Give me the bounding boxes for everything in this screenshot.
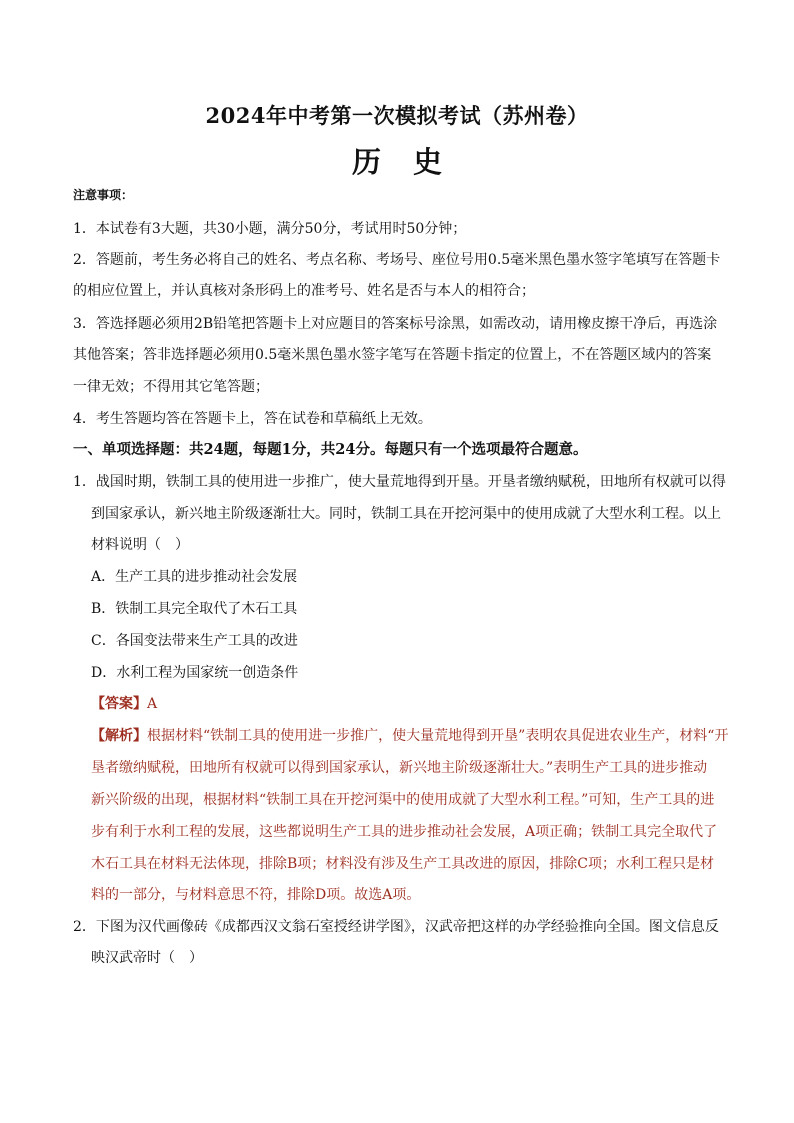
question-1-line: 1．战国时期，铁制工具的使用进一步推广，使大量荒地得到开垦。开垦者缴纳赋税，田地所有权就可以得 — [73, 474, 726, 490]
notice-line: 3．答选择题必须用2B铅笔把答题卡上对应题目的答案标号涂黑，如需改动，请用橡皮擦干净后，再选涂 — [73, 316, 718, 332]
option-d: D．水利工程为国家统一创造条件 — [91, 665, 299, 681]
exam-title: 2024年中考第一次模拟考试（苏州卷） — [205, 103, 589, 128]
option-a: A．生产工具的进步推动社会发展 — [91, 569, 298, 585]
answer-value: A — [147, 696, 158, 712]
notice-heading: 注意事项： — [73, 188, 134, 202]
answer-line — [91, 694, 157, 714]
analysis-line: 步有利于水利工程的发展，这些都说明生产工具的进步推动社会发展，A项正确；铁制工具完全取代了 — [91, 824, 718, 840]
notice-line: 其他答案；答非选择题必须用0.5毫米黑色墨水签字笔写在答题卡指定的位置上，不在答题区域内的答案 — [73, 347, 712, 363]
question-2-line: 映汉武帝时（ ） — [91, 950, 203, 966]
option-c: C．各国变法带来生产工具的改进 — [91, 633, 298, 649]
question-1-line: 材料说明（ ） — [91, 537, 189, 553]
notice-line: 一律无效；不得用其它笔答题； — [73, 379, 269, 395]
analysis-line: 新兴阶级的出现，根据材料“铁制工具在开挖河渠中的使用成就了大型水利工程。”可知，生产工具的进 — [91, 792, 715, 808]
analysis-text: 根据材料“铁制工具的使用进一步推广，使大量荒地得到开垦”表明农具促进农业生产，材料“开 — [147, 728, 729, 744]
notice-line: 2．答题前，考生务必将自己的姓名、考点名称、考场号、座位号用0.5毫米黑色墨水签字笔填写在答题卡 — [73, 252, 721, 268]
answer-tag: 【答案】 — [91, 696, 147, 712]
analysis-line: 料的一部分，与材料意思不符，排除D项。故选A项。 — [91, 887, 421, 903]
notice-line: 4．考生答题均答在答题卡上，答在试卷和草稿纸上无效。 — [73, 411, 432, 427]
option-b: B．铁制工具完全取代了木石工具 — [91, 601, 298, 617]
subject-title: 历史 — [351, 145, 474, 179]
analysis-tag: 【解析】 — [91, 728, 147, 744]
analysis-line: 木石工具在材料无法体现，排除B项；材料没有涉及生产工具改进的原因，排除C项；水利工程只是材 — [91, 856, 714, 872]
analysis-line: 垦者缴纳赋税，田地所有权就可以得到国家承认，新兴地主阶级逐渐壮大。”表明生产工具的进步推动 — [91, 760, 708, 776]
notice-line: 的相应位置上，并认真核对条形码上的准考号、姓名是否与本人的相符合； — [73, 283, 535, 299]
analysis-line — [91, 726, 728, 746]
notice-line: 1．本试卷有3大题，共30小题，满分50分，考试用时50分钟； — [73, 221, 467, 237]
section-heading: 一、单项选择题：共24题，每题1分，共24分。每题只有一个选项最符合题意。 — [73, 441, 588, 458]
question-2-line: 2．下图为汉代画像砖《成都西汉文翁石室授经讲学图》，汉武帝把这样的办学经验推向全国。图文信息反 — [73, 919, 719, 935]
question-1-line: 到国家承认，新兴地主阶级逐渐壮大。同时，铁制工具在开挖河渠中的使用成就了大型水利工程。以上 — [91, 506, 721, 522]
